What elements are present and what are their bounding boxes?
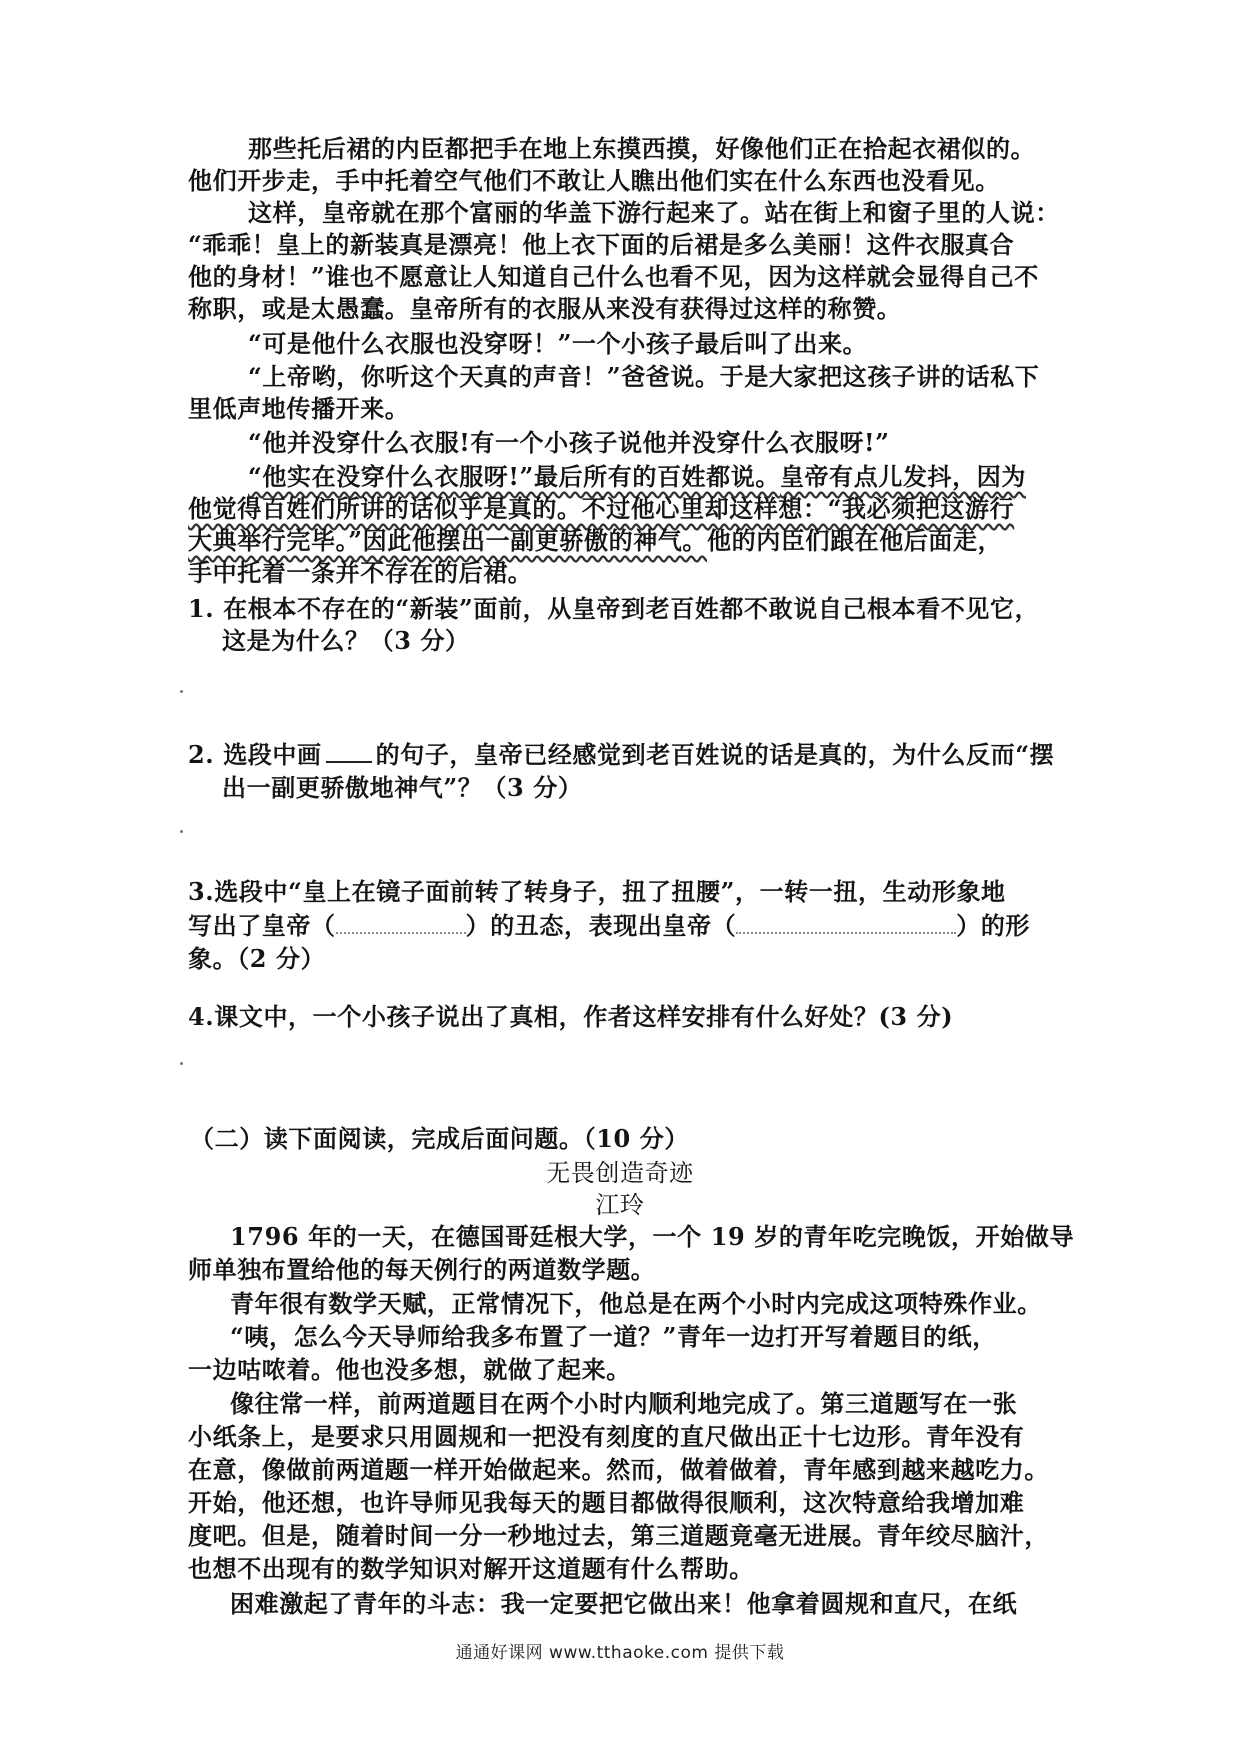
question-3: 3.选段中“皇上在镜子面前转了转身子，扭了扭腰”，一转一扭，生动形象地 [188, 877, 1006, 906]
story-line: 他的身材！”谁也不愿意让人知道自己什么也看不见，因为这样就会显得自己不 [188, 262, 1039, 291]
question-2 [188, 740, 1068, 770]
underlined-sentence: 皇帝有点儿发抖，因为 [779, 462, 1026, 491]
underline-blank [326, 741, 372, 763]
question-1-cont: 这是为什么？（3 分） [222, 626, 470, 655]
story-line: 手中托着一条并不存在的后裙。 [188, 558, 533, 587]
article-line: 青年很有数学天赋，正常情况下，他总是在两个小时内完成这项特殊作业。 [230, 1289, 1042, 1318]
story-line [188, 526, 1068, 556]
story-text: 他的内臣们跟在他后面走， [707, 526, 1003, 555]
question-2-text: 2. 选段中画 [188, 740, 322, 769]
article-title: 无畏创造奇迹 [546, 1159, 694, 1187]
article-line: 开始，他还想，也许导师见我每天的题目都做得很顺利，这次特意给我增加难 [188, 1488, 1025, 1517]
question-2-text: 的句子，皇帝已经感觉到老百姓说的话是真的，为什么反而“摆 [375, 740, 1055, 769]
article-line: 度吧。但是，随着时间一分一秒地过去，第三道题竟毫无进展。青年绞尽脑汁， [188, 1521, 1049, 1550]
article-line: “咦，怎么今天导师给我多布置了一道？”青年一边打开写着题目的纸， [230, 1322, 997, 1351]
underlined-sentence: “他实在没穿什么衣服呀!”最后所有的百姓都说。 [248, 462, 780, 491]
story-line: “可是他什么衣服也没穿呀！”一个小孩子最后叫了出来。 [248, 329, 868, 358]
section-heading: （二）读下面阅读，完成后面问题。（10 分） [190, 1124, 689, 1153]
article-line: 困难激起了青年的斗志：我一定要把它做出来！他拿着圆规和直尺，在纸 [230, 1589, 1018, 1618]
article-line: 在意，像做前两道题一样开始做起来。然而，做着做着，青年感到越来越吃力。 [188, 1455, 1049, 1484]
article-line: 也想不出现有的数学知识对解开这道题有什么帮助。 [188, 1554, 754, 1583]
story-line: “乖乖！皇上的新装真是漂亮！他上衣下面的后裙是多么美丽！这件衣服真合 [188, 230, 1015, 259]
article-line: 一边咕哝着。他也没多想，就做了起来。 [188, 1355, 631, 1384]
question-1: 1. 在根本不存在的“新装”面前，从皇帝到老百姓都不敢说自己根本看不见它， [188, 594, 1040, 623]
fill-in-blank[interactable] [736, 914, 956, 934]
answer-space-mark [180, 830, 183, 833]
answer-space-mark [180, 1062, 183, 1065]
story-line [188, 494, 1068, 524]
question-3-cont [188, 911, 1068, 941]
article-line: 小纸条上，是要求只用圆规和一把没有刻度的直尺做出正十七边形。青年没有 [188, 1422, 1025, 1451]
story-line: 那些托后裙的内臣都把手在地上东摸西摸，好像他们正在拾起衣裙似的。 [248, 134, 1036, 163]
article-line: 1796 年的一天，在德国哥廷根大学，一个 19 岁的青年吃完晚饭，开始做导 [230, 1222, 1075, 1251]
article-line: 像往常一样，前两道题目在两个小时内顺利地完成了。第三道题写在一张 [230, 1389, 1018, 1418]
article-line: 师单独布置给他的每天例行的两道数学题。 [188, 1255, 656, 1284]
question-3-text: 写出了皇帝（ [188, 911, 336, 940]
question-3-cont: 象。（2 分） [188, 944, 326, 973]
question-4: 4.课文中，一个小孩子说出了真相，作者这样安排有什么好处？(3 分) [188, 1002, 954, 1031]
story-line: 他们开步走，手中托着空气他们不敢让人瞧出他们实在什么东西也没看见。 [188, 166, 1000, 195]
fill-in-blank[interactable] [336, 914, 466, 934]
story-line: “上帝哟，你听这个天真的声音！”爸爸说。于是大家把这孩子讲的话私下 [248, 362, 1040, 391]
story-line: 这样，皇帝就在那个富丽的华盖下游行起来了。站在街上和窗子里的人说： [248, 198, 1060, 227]
story-line [248, 462, 1128, 492]
question-2-cont: 出一副更骄傲地神气”？（3 分） [222, 773, 583, 802]
question-3-text: ）的丑态，表现出皇帝（ [465, 911, 737, 940]
article-author: 江玲 [595, 1191, 645, 1219]
underlined-sentence: 他觉得百姓们所讲的话似乎是真的。不过他心里却这样想：“我必须把这游行 [188, 494, 1015, 523]
answer-space-mark [180, 690, 183, 693]
story-line: 里低声地传播开来。 [188, 394, 410, 423]
story-line: “他并没穿什么衣服!有一个小孩子说他并没穿什么衣服呀!” [248, 428, 890, 457]
story-line: 称职，或是太愚蠢。皇帝所有的衣服从来没有获得过这样的称赞。 [188, 294, 902, 323]
underlined-sentence: 大典举行完毕。”因此他摆出一副更骄傲的神气。 [188, 526, 708, 555]
question-3-text: ）的形 [956, 911, 1031, 940]
page-footer: 通通好课网 www.tthaoke.com 提供下载 [455, 1643, 785, 1663]
